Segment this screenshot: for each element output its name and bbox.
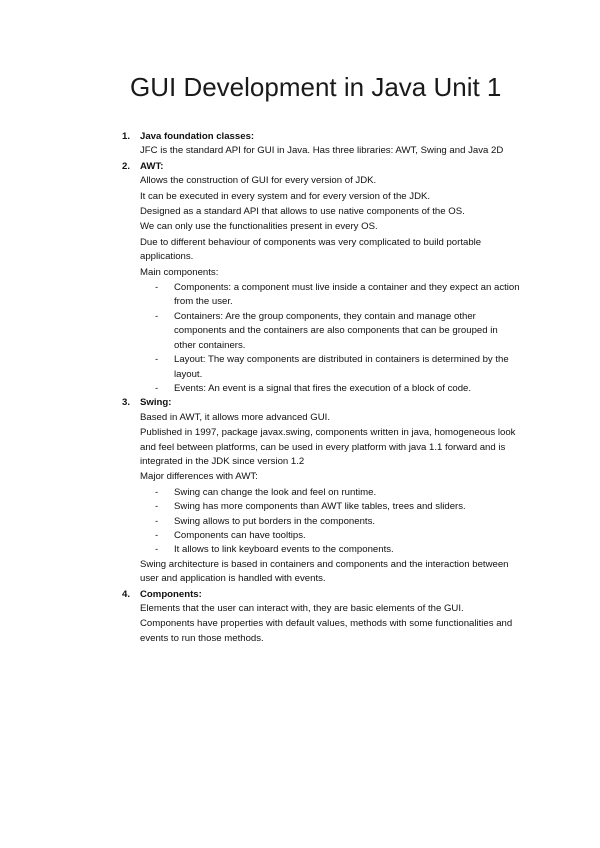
list-item-text: Containers: Are the group components, they contain and manage other components and the containers are also components that can be grouped in other containers. [174,310,498,351]
paragraph: Swing architecture is based in containers and components and the interaction between user and application is handled with events. [140,558,509,585]
paragraph: It can be executed in every system and for every version of the JDK. [140,190,431,202]
paragraph: JFC is the standard API for GUI in Java. Has three libraries: AWT, Swing and Java 2D [140,145,504,157]
section-swing [122,396,522,586]
list-item-text: Components: a component must live inside a container and they expect an action from the user. [174,282,520,308]
section-java-foundation-classes [122,130,522,159]
section-heading: Components: [140,588,202,600]
dash-bullet-icon: - [155,310,159,322]
paragraph: Components have properties with default values, methods with some functionalities and events to run those methods. [140,618,513,644]
dash-bullet-icon: - [155,544,159,556]
document-body [122,130,522,647]
page-title: GUI Development in Java Unit 1 [130,72,502,102]
paragraph: Designed as a standard API that allows to use native components of the OS. [140,206,465,218]
section-heading: Java foundation classes: [140,131,255,142]
dash-bullet-icon: - [155,501,159,513]
list-item [140,515,522,529]
bullet-list [140,281,522,396]
section-number: 2. [122,160,131,172]
dash-bullet-icon: - [155,486,159,498]
list-item [140,382,522,396]
list-item [140,281,522,310]
dash-bullet-icon: - [155,354,159,366]
paragraph: Based in AWT, it allows more advanced GUI. [140,411,330,423]
paragraph: Allows the construction of GUI for every version of JDK. [140,175,377,187]
paragraph: Due to different behaviour of components was very complicated to build portable applications. [140,236,482,263]
list-item-text: Layout: The way components are distributed in containers is determined by the layout. [174,354,509,380]
dash-bullet-icon: - [155,515,159,527]
list-item-text: Events: An event is a signal that fires the execution of a block of code. [174,382,472,394]
list-item-text: Swing can change the look and feel on runtime. [174,486,377,498]
section-number: 1. [122,131,131,142]
list-item [140,486,522,500]
paragraph: Main components: [140,266,219,278]
list-item [140,543,522,557]
section-number: 4. [122,588,131,600]
paragraph: Elements that the user can interact with, they are basic elements of the GUI. [140,603,464,614]
dash-bullet-icon: - [155,529,159,541]
list-item [140,353,522,382]
list-item-text: Components can have tooltips. [174,529,306,541]
paragraph: Published in 1997, package javax.swing, components written in java, homogeneous look and feel between platforms, can be used in every platform with java 1.1 forward and is integrated in the JDK since version 1.2 [140,427,516,467]
section-heading: AWT: [140,160,164,172]
dash-bullet-icon: - [155,382,159,394]
section-number: 3. [122,397,131,409]
paragraph: Major differences with AWT: [140,471,258,483]
bullet-list [140,486,522,558]
list-item [140,500,522,514]
paragraph: We can only use the functionalities present in every OS. [140,221,378,233]
dash-bullet-icon: - [155,282,159,294]
list-item-text: Swing has more components than AWT like tables, trees and sliders. [174,501,466,513]
list-item [140,529,522,543]
list-item [140,310,522,353]
list-item-text: It allows to link keyboard events to the components. [174,544,394,556]
section-components [122,588,522,647]
section-heading: Swing: [140,397,172,409]
list-item-text: Swing allows to put borders in the components. [174,515,376,527]
section-awt [122,160,522,397]
